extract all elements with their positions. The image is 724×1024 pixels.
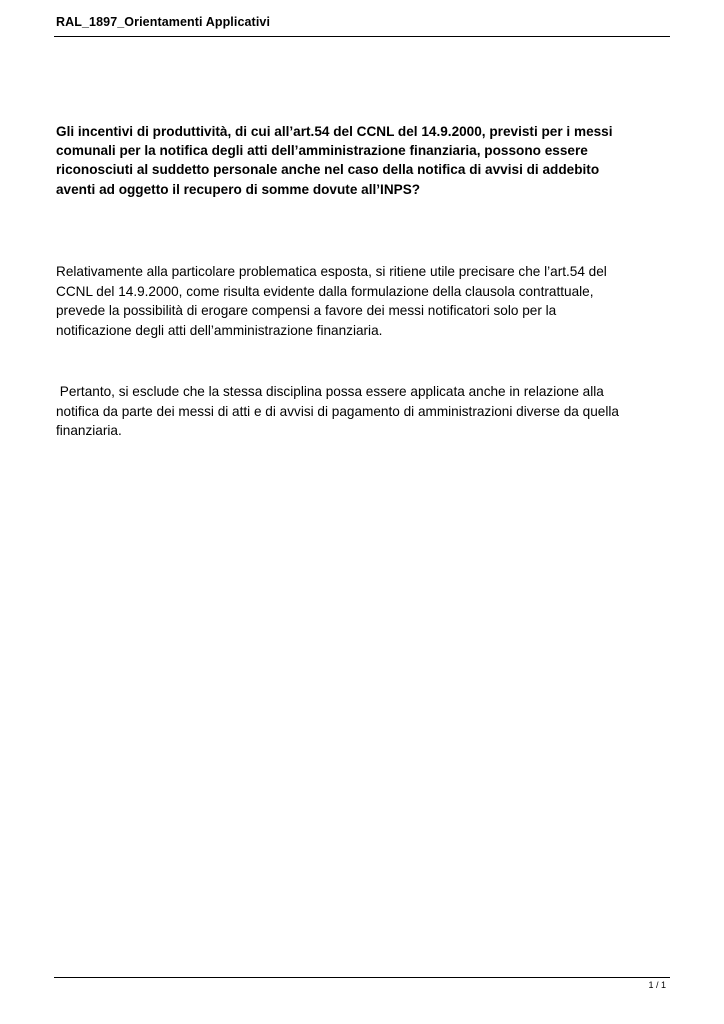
page-number: 1 / 1: [648, 980, 666, 990]
question-line: aventi ad oggetto il recupero di somme dovute all’INPS?: [56, 181, 421, 197]
question-text: [56, 122, 676, 199]
answer-paragraph-1: [56, 262, 676, 340]
footer-divider: [54, 977, 670, 978]
answer-line: Relativamente alla particolare problematica esposta, si ritiene utile precisare che l’art.54 del: [56, 264, 607, 279]
answer-line: finanziaria.: [56, 423, 122, 439]
question-line: Gli incentivi di produttività, di cui all’art.54 del CCNL del 14.9.2000, previsti per i messi: [56, 124, 613, 139]
answer-line: CCNL del 14.9.2000, come risulta evidente dalla formulazione della clausola contrattuale,: [56, 283, 594, 299]
question-line: comunali per la notifica degli atti dell’amministrazione finanziaria, possono essere: [56, 143, 588, 159]
answer-paragraph-2: [56, 382, 676, 441]
answer-line: prevede la possibilità di erogare compensi a favore dei messi notificatori solo per la: [56, 303, 557, 319]
answer-line: notificazione degli atti dell’amministrazione finanziaria.: [56, 322, 383, 338]
page-header-title: RAL_1897_Orientamenti Applicativi: [56, 15, 271, 29]
answer-line: notifica da parte dei messi di atti e di avvisi di pagamento di amministrazioni diverse da quella: [56, 403, 619, 419]
header-divider: [54, 36, 670, 37]
question-line: riconosciuti al suddetto personale anche nel caso della notifica di avvisi di addebito: [56, 162, 600, 178]
answer-line: Pertanto, si esclude che la stessa disciplina possa essere applicata anche in relazione alla: [56, 384, 604, 399]
